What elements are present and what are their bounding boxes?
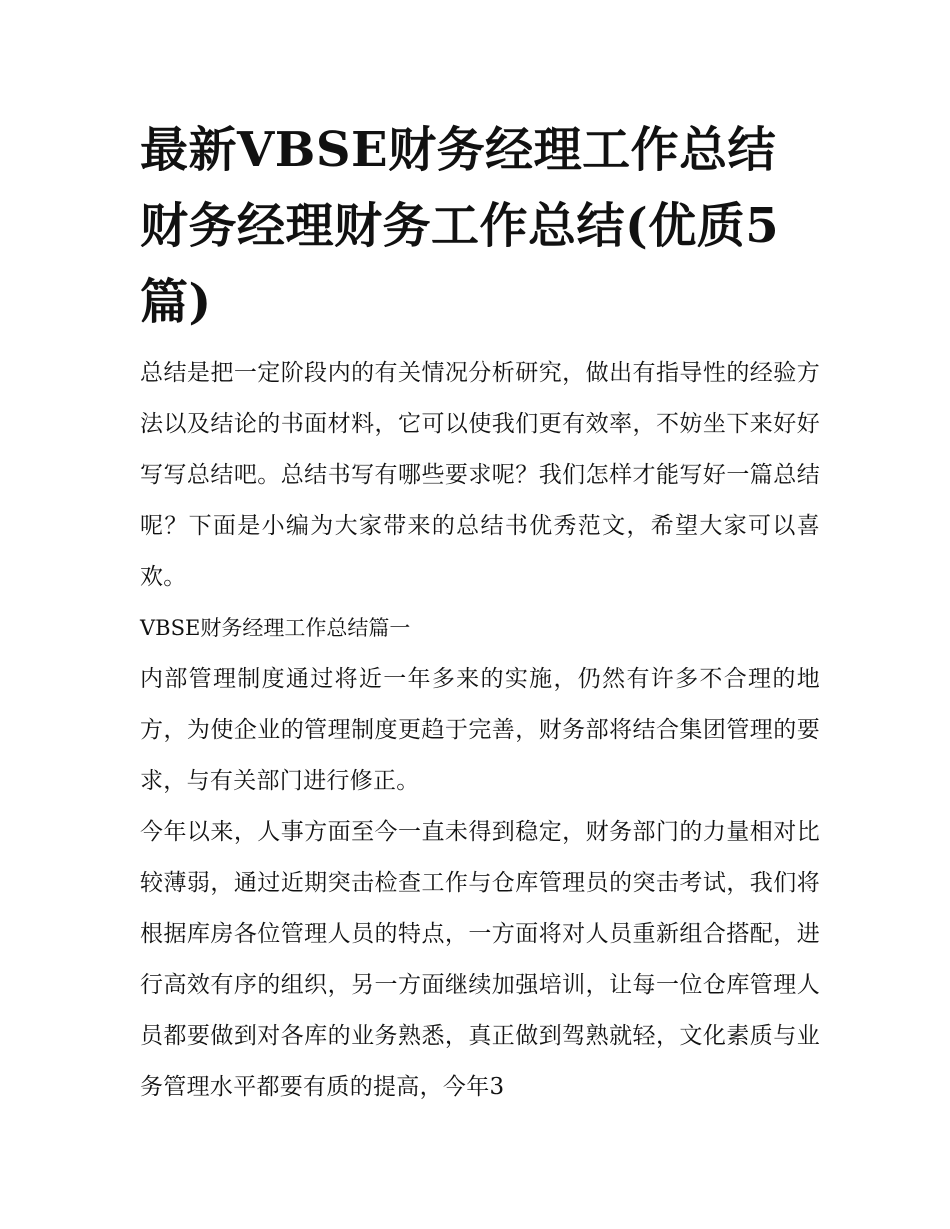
document-title: 最新VBSE财务经理工作总结 财务经理财务工作总结(优质5篇): [140, 122, 780, 330]
body-paragraph-2: 今年以来，人事方面至今一直未得到稳定，财务部门的力量相对比较薄弱，通过近期突击检查工作与仓库管理员的突击考试，我们将根据库房各位管理人员的特点，一方面将对人员重新组合搭配，进行高效有序的组织，另一方面继续加强培训，让每一位仓库管理人员都要做到对各库的业务熟悉，真正做到驾熟就轻，文化素质与业务管理水平都要有质的提高，今年3: [140, 819, 820, 1100]
body-paragraph-1: 内部管理制度通过将近一年多来的实施，仍然有许多不合理的地方，为使企业的管理制度更趋于完善，财务部将结合集团管理的要求，与有关部门进行修正。: [140, 666, 820, 794]
document-page: [140, 112, 820, 1113]
intro-paragraph: 总结是把一定阶段内的有关情况分析研究，做出有指导性的经验方法以及结论的书面材料，它可以使我们更有效率，不妨坐下来好好写写总结吧。总结书写有哪些要求呢？我们怎样才能写好一篇总结呢？下面是小编为大家带来的总结书优秀范文，希望大家可以喜欢。: [140, 360, 820, 590]
section-heading: VBSE财务经理工作总结篇一: [140, 616, 411, 640]
